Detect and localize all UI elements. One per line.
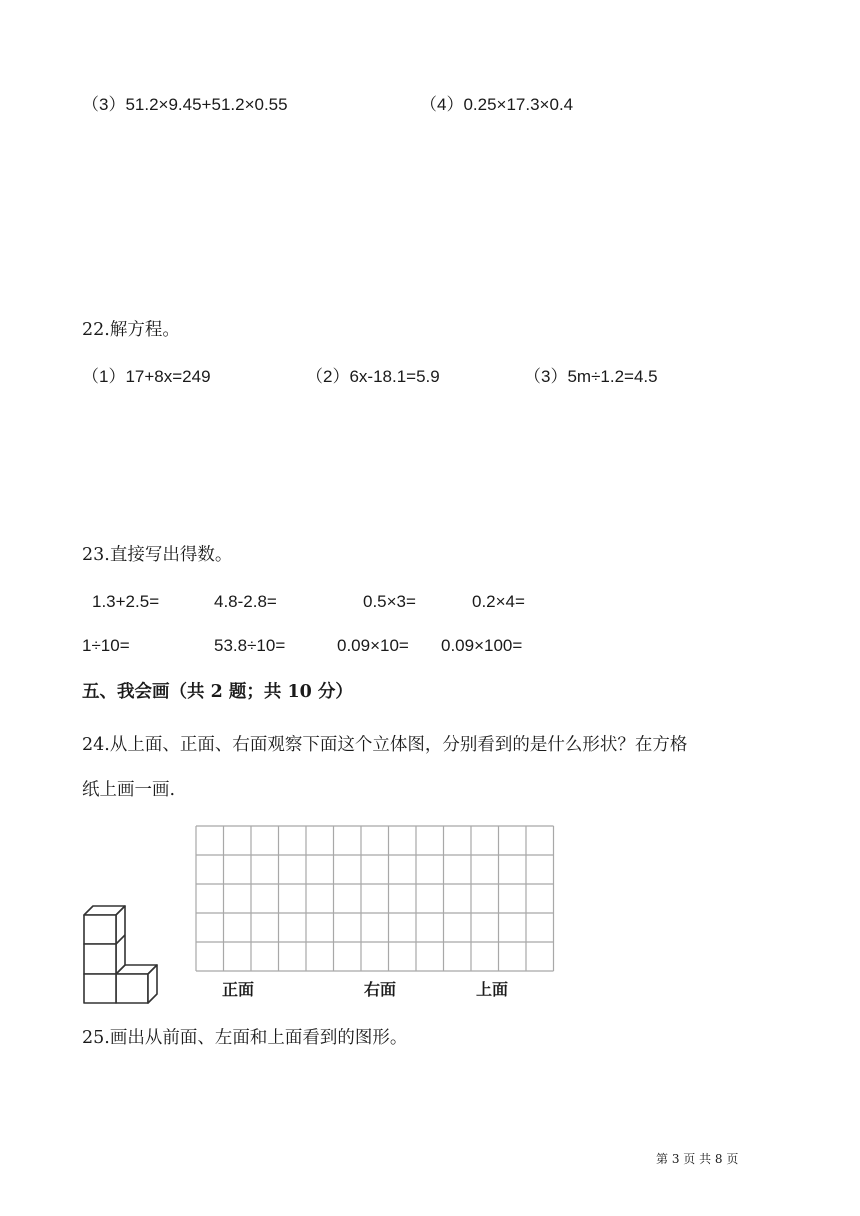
page-footer: 第 3 页 共 8 页	[656, 1152, 739, 1166]
q23-row1-item-3: 0.5×3=	[363, 592, 416, 611]
q23-row2-item-2: 53.8÷10=	[214, 636, 286, 655]
q22-item-3: （3）5m÷1.2=4.5	[524, 367, 658, 386]
q21-item-3: （3）51.2×9.45+51.2×0.55	[82, 95, 288, 114]
q23-row1-item-4: 0.2×4=	[472, 592, 525, 611]
grid-paper	[195, 825, 555, 975]
q24-prompt-line-2: 纸上画一画.	[82, 780, 176, 800]
cube-stack-figure	[80, 902, 160, 1006]
q25-title: 25.画出从前面、左面和上面看到的图形。	[82, 1028, 408, 1048]
q23-title: 23.直接写出得数。	[82, 545, 233, 565]
q22-item-1: （1）17+8x=249	[82, 367, 211, 386]
q23-row2-item-3: 0.09×10=	[337, 636, 409, 655]
q23-row2-item-1: 1÷10=	[82, 636, 130, 655]
section-heading: 五、我会画（共 2 题；共 10 分）	[82, 682, 353, 702]
q21-item-4: （4）0.25×17.3×0.4	[420, 95, 574, 114]
q23-row2-item-4: 0.09×100=	[441, 636, 523, 655]
label-front-view: 正面	[222, 980, 255, 999]
q22-item-2: （2）6x-18.1=5.9	[306, 367, 440, 386]
q24-prompt-line-1: 24.从上面、正面、右面观察下面这个立体图，分别看到的是什么形状？在方格	[82, 735, 688, 755]
q23-row1-item-2: 4.8-2.8=	[214, 592, 277, 611]
q22-title: 22.解方程。	[82, 320, 180, 340]
q23-row1-item-1: 1.3+2.5=	[92, 592, 160, 611]
label-top-view: 上面	[476, 980, 509, 999]
label-right-view: 右面	[364, 980, 397, 999]
